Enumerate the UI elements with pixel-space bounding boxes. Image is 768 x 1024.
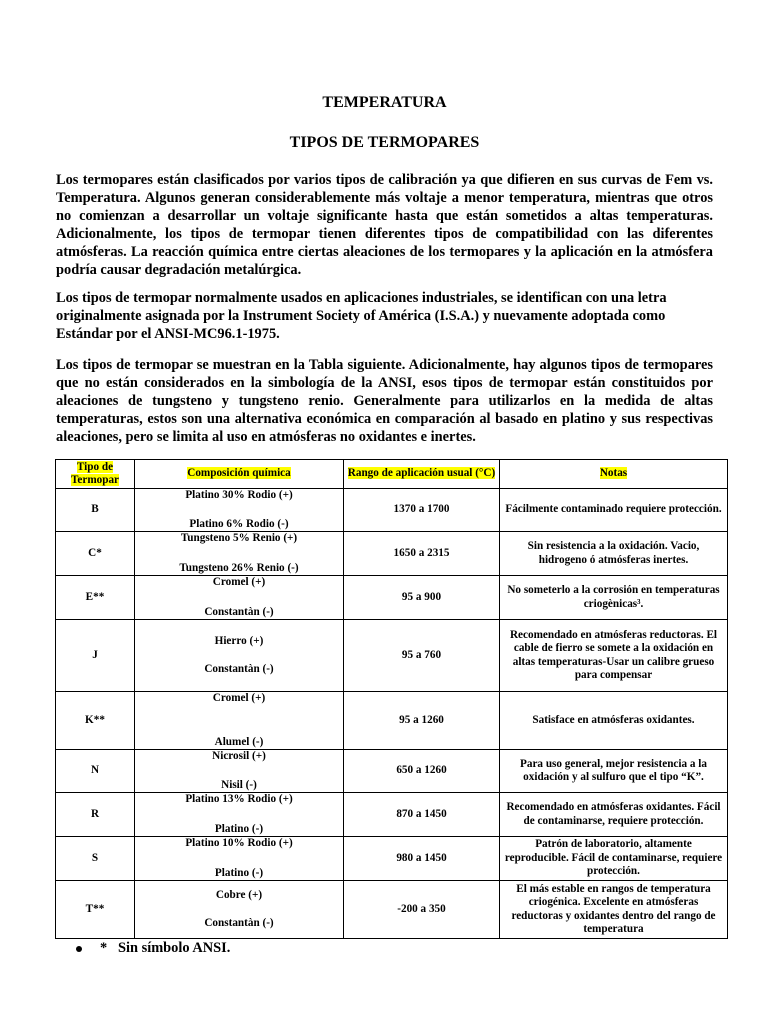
cell-notas: Satisface en atmósferas oxidantes. [500, 692, 728, 750]
cell-rango: 95 a 900 [344, 576, 500, 620]
cell-composicion [135, 620, 344, 692]
cell-rango: 95 a 1260 [344, 692, 500, 750]
cell-rango: 1370 a 1700 [344, 489, 500, 532]
table-row [56, 881, 728, 939]
header-rango-label: Rango de aplicación usual (°C) [347, 467, 496, 480]
composicion-negativo: Nisil (-) [221, 778, 257, 791]
table-row [56, 837, 728, 881]
table-row [56, 532, 728, 576]
composicion-positivo: Platino 13% Rodio (+) [185, 793, 293, 805]
header-notas-label: Notas [599, 467, 628, 480]
composicion-positivo: Hierro (+) [214, 635, 264, 648]
cell-composicion [135, 532, 344, 576]
composicion-positivo: Platino 30% Rodio (+) [185, 489, 293, 501]
table-row [56, 793, 728, 837]
cell-rango: 870 a 1450 [344, 793, 500, 837]
footnote-text: * Sin símbolo ANSI. [100, 940, 231, 956]
cell-tipo: N [56, 750, 135, 793]
bullet-icon [76, 946, 82, 952]
paragraph-1: Los termopares están clasificados por varios tipos de calibración ya que difieren en sus curvas de Fem vs. Temperatura. Algunos generan considerablemente más voltaje a menor temperatura, mientras que otros no comienzan a desarrollar un voltaje significante hasta que están sometidos a altas temperaturas. Adicionalmente, los tipos de termopar tienen diferentes tipos de compatibilidad con las diferentes atmósferas. La reacción química entre ciertas aleaciones de los termopares y la aplicación en la atmósfera podría causar degradación metalúrgica. [56, 172, 713, 279]
cell-tipo: T** [56, 881, 135, 939]
header-cell-tipo [56, 460, 135, 489]
composicion-negativo: Platino (-) [214, 822, 264, 835]
composicion-negativo: Alumel (-) [214, 735, 264, 748]
cell-tipo: K** [56, 692, 135, 750]
composicion-positivo: Tungsteno 5% Renio (+) [180, 532, 298, 544]
cell-composicion [135, 489, 344, 532]
cell-notas: El más estable en rangos de temperatura criogénica. Excelente en atmósferas reductoras y oxidantes dentro del rango de temperatura [500, 881, 728, 939]
cell-tipo: E** [56, 576, 135, 620]
table-row [56, 692, 728, 750]
paragraph-2: Los tipos de termopar normalmente usados en aplicaciones industriales, se identifican con una letra originalmente asignada por la Instrument Society of América (I.S.A.) y nuevamente adoptada como Estándar por el ANSI-MC96.1-1975. [56, 290, 667, 343]
header-cell-notas [500, 460, 728, 489]
cell-notas: Patrón de laboratorio, altamente reproducible. Fácil de contaminarse, requiere protección. [500, 837, 728, 881]
cell-tipo: C* [56, 532, 135, 576]
composicion-negativo: Constantàn (-) [204, 662, 274, 675]
cell-tipo: B [56, 489, 135, 532]
cell-notas: Recomendado en atmósferas reductoras. El cable de fierro se somete a la oxidación en altas temperaturas-Usar un calibre grueso para compensar [500, 620, 728, 692]
cell-composicion [135, 576, 344, 620]
cell-composicion [135, 750, 344, 793]
cell-rango: 980 a 1450 [344, 837, 500, 881]
cell-composicion [135, 793, 344, 837]
table-body [56, 489, 728, 939]
composicion-negativo: Platino 6% Rodio (-) [189, 517, 289, 530]
cell-composicion [135, 692, 344, 750]
composicion-negativo: Constantàn (-) [204, 605, 274, 618]
cell-notas: Recomendado en atmósferas oxidantes. Fácil de contaminarse, requiere protección. [500, 793, 728, 837]
composicion-negativo: Tungsteno 26% Renio (-) [179, 561, 299, 574]
cell-rango: 1650 a 2315 [344, 532, 500, 576]
cell-tipo: J [56, 620, 135, 692]
composicion-positivo: Cromel (+) [212, 692, 266, 704]
cell-composicion [135, 837, 344, 881]
composicion-negativo: Platino (-) [214, 866, 264, 879]
composicion-negativo: Constantàn (-) [204, 916, 274, 929]
header-cell-rango [344, 460, 500, 489]
composicion-positivo: Cromel (+) [212, 576, 266, 588]
cell-notas: No someterlo a la corrosión en temperaturas criogènicas³. [500, 576, 728, 620]
header-composicion-label: Composición química [187, 467, 291, 480]
table-row [56, 620, 728, 692]
header-tipo-label: Tipo de Termopar [70, 460, 120, 486]
cell-notas: Fácilmente contaminado requiere protección. [500, 489, 728, 532]
cell-notas: Para uso general, mejor resistencia a la oxidación y al sulfuro que el tipo “K”. [500, 750, 728, 793]
paragraph-3: Los tipos de termopar se muestran en la Tabla siguiente. Adicionalmente, hay algunos tipos de termopares que no están considerados en la simbología de la ANSI, esos tipos de termopar están constituidos por aleaciones de tungsteno y tungsteno renio. Generalmente para utilizarlos en la medida de altas temperaturas, estos son una alternativa económica en comparación al basado en platino y sus respectivas aleaciones, pero se limita al uso en atmósferas no oxidantes e inertes. [56, 357, 713, 446]
header-cell-composicion [135, 460, 344, 489]
cell-tipo: S [56, 837, 135, 881]
table-row [56, 576, 728, 620]
cell-rango: -200 a 350 [344, 881, 500, 939]
footnote [76, 940, 230, 957]
cell-tipo: R [56, 793, 135, 837]
composicion-positivo: Platino 10% Rodio (+) [185, 837, 293, 849]
table-header-row [56, 460, 728, 489]
page-subtitle: TIPOS DE TERMOPARES [289, 134, 480, 151]
cell-notas: Sin resistencia a la oxidación. Vacio, hidrogeno ó atmósferas inertes. [500, 532, 728, 576]
cell-rango: 95 a 760 [344, 620, 500, 692]
cell-composicion [135, 881, 344, 939]
table-row [56, 750, 728, 793]
cell-rango: 650 a 1260 [344, 750, 500, 793]
composicion-positivo: Cobre (+) [215, 889, 263, 902]
page-title: TEMPERATURA [322, 94, 447, 111]
composicion-positivo: Nicrosil (+) [212, 750, 266, 762]
table-row [56, 489, 728, 532]
thermocouple-table [55, 459, 728, 939]
